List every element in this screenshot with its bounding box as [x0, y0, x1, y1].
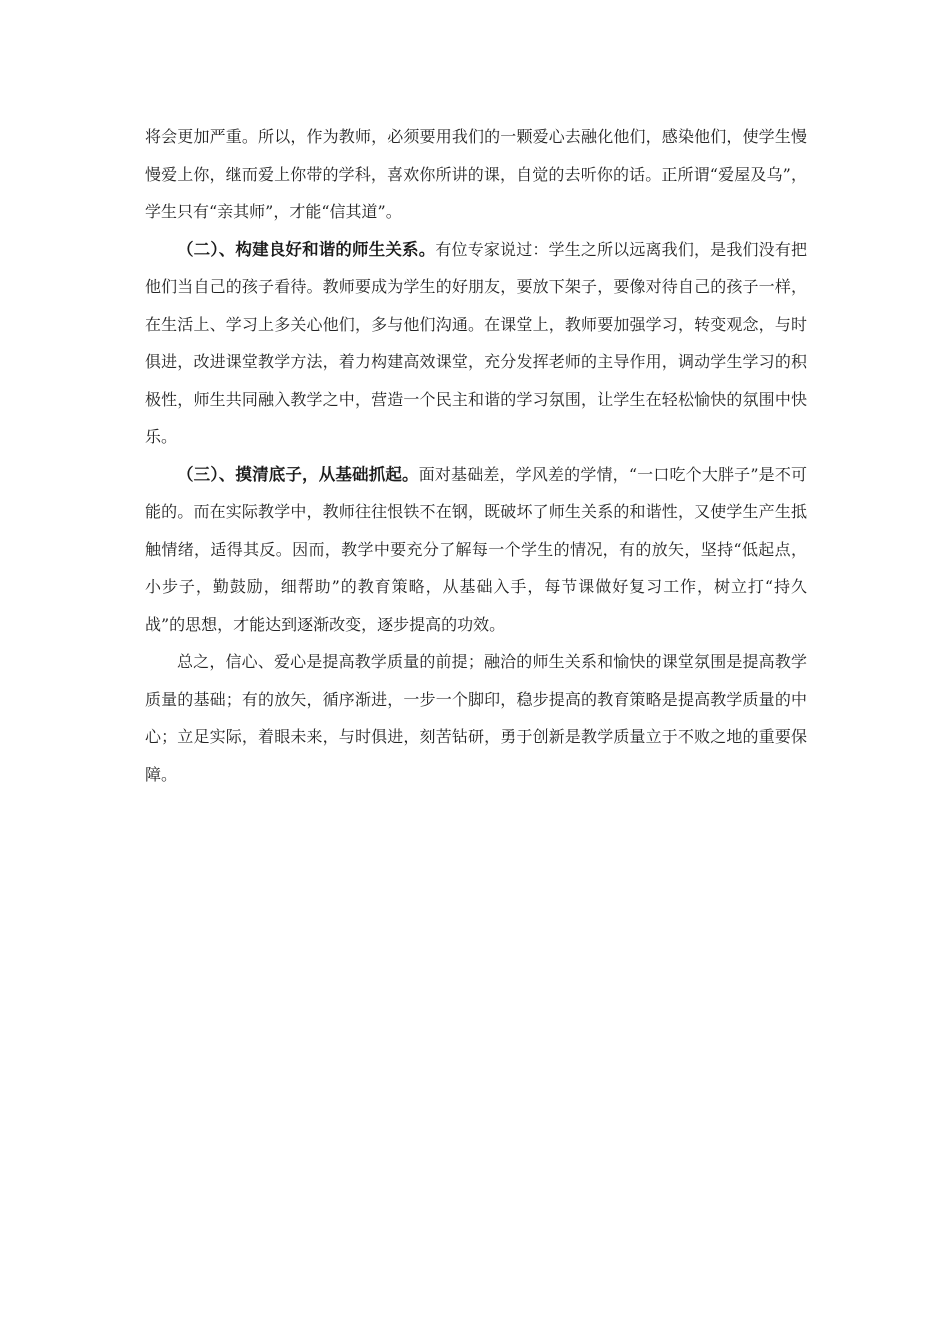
section-heading: （三）、摸清底子，从基础抓起。 [177, 464, 419, 484]
document-body [145, 118, 807, 793]
paragraph-text: 总之，信心、爱心是提高教学质量的前提；融洽的师生关系和愉快的课堂氛围是提高教学质量的基础；有的放矢，循序渐进，一步一个脚印，稳步提高的教育策略是提高教学质量的中心；立足实际，着眼未来，与时俱进，刻苦钻研，勇于创新是教学质量立于不败之地的重要保障。 [145, 652, 807, 784]
paragraph-continuation [145, 118, 807, 231]
paragraph-text: 面对基础差，学风差的学情，“一口吃个大胖子”是不可能的。而在实际教学中，教师往往恨铁不在钢，既破坏了师生关系的和谐性，又使学生产生抵触情绪，适得其反。因而，教学中要充分了解每一个学生的情况，有的放矢，坚持“低起点，小步子，勤鼓励，细帮助”的教育策略，从基础入手，每节课做好复习工作，树立打“持久战”的思想，才能达到逐渐改变，逐步提高的功效。 [145, 464, 807, 634]
paragraph-conclusion [145, 643, 807, 793]
paragraph-text: 有位专家说过：学生之所以远离我们，是我们没有把他们当自己的孩子看待。教师要成为学生的好朋友，要放下架子，要像对待自己的孩子一样，在生活上、学习上多关心他们，多与他们沟通。在课堂上，教师要加强学习，转变观念，与时俱进，改进课堂教学方法，着力构建高效课堂，充分发挥老师的主导作用，调动学生学习的积极性，师生共同融入教学之中，营造一个民主和谐的学习氛围，让学生在轻松愉快的氛围中快乐。 [145, 239, 807, 446]
section-heading: （二）、构建良好和谐的师生关系。 [177, 239, 436, 259]
paragraph-section-two [145, 231, 807, 456]
paragraph-section-three [145, 456, 807, 644]
paragraph-text: 将会更加严重。所以，作为教师，必须要用我们的一颗爱心去融化他们，感染他们，使学生慢慢爱上你，继而爱上你带的学科，喜欢你所讲的课，自觉的去听你的话。正所谓“爱屋及乌”，学生只有“亲其师”，才能“信其道”。 [145, 127, 807, 221]
